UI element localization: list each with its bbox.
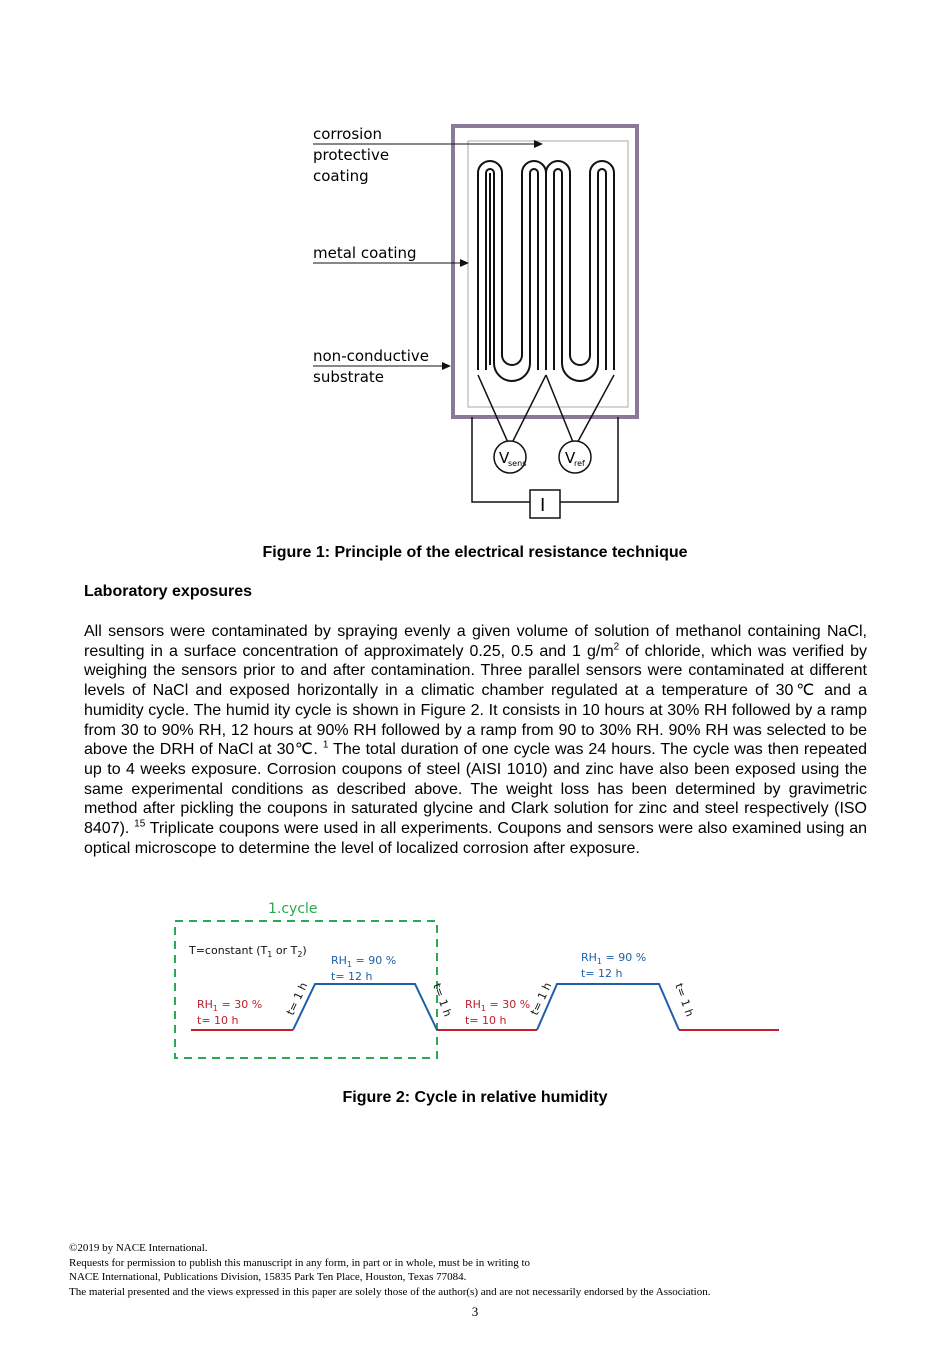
footer-address: NACE International, Publications Division, 15835 Park Ten Place, Houston, Texas 77084. [69,1271,467,1283]
vsens-v: V [499,449,510,467]
vsens-sub: sens [508,459,527,468]
footer-copyright: ©2019 by NACE International. [69,1242,208,1254]
footer [69,1241,889,1299]
high-rh-pre-1: RH [331,954,347,967]
coating-frame [468,141,628,407]
low-rh-label-2 [465,998,530,1013]
high-rh-post-2: = 90 % [602,951,647,964]
high-time-label-1: t= 12 h [331,970,373,983]
high-rh-label-2 [581,951,646,966]
ramp-down-label-1: t= 1 h [430,981,455,1019]
section-heading: Laboratory exposures [84,583,253,600]
temp-post: ) [302,944,307,957]
temp-pre: T=constant (T [189,944,268,957]
temp-sub-1: 1 [267,950,273,959]
substrate-label-1: non-conductive [313,347,429,365]
page-number: 3 [471,1304,479,1319]
vref-sub: ref [574,459,585,468]
temp-mid: or T [272,944,298,957]
paragraph-part-4: Triplicate coupons were used in all experiments. Coupons and sensors were also examined using an optical microscope to determine the level of localized corrosion after exposure. [84,820,868,857]
figure-1-caption: Figure 1: Principle of the electrical resistance technique [262,544,688,561]
high-time-label-2: t= 12 h [581,967,623,980]
current-label: I [540,495,546,516]
paragraph-part-1: All sensors were contaminated by spraying evenly a given volume of solution of methanol containing NaCl, resulting in a surface concentration of approximately 0.25, 0.5 and 1 g/m [84,623,867,660]
coating-label-3: coating [313,167,369,185]
low-time-label-1: t= 10 h [197,1014,239,1027]
paragraph-part-2: of chloride, which was verified by weighing the sensors prior to and after contamination. Three parallel sensors were contaminated at different levels of NaCl and exposed horizontally in a climatic chamber regulated at a temperature of 30℃ and a humidity cycle. The humid ity cycle is shown in Figure 2. It consists in 10 hours at 30% RH followed by a ramp from 30 to 90% RH, 12 hours at 90% RH followed by a ramp from 90 to 30% RH. 90% RH was selected to be above the DRH of NaCl at 30℃. [84,642,868,759]
temp-sub-2: 2 [297,950,303,959]
high-rh-post-1: = 90 % [352,954,397,967]
ramp-high-line-1 [293,984,437,1030]
figure-1-diagram [300,115,660,530]
metal-label: metal coating [313,244,417,262]
ramp-up-label-2: t= 1 h [527,980,555,1018]
figure-2-diagram [165,895,790,1070]
low-rh-pre-1: RH [197,998,213,1011]
high-rh-label-1 [331,954,396,969]
high-rh-pre-2: RH [581,951,597,964]
high-rh-sub-2: 1 [596,957,603,966]
footer-disclaimer: The material presented and the views expressed in this paper are solely those of the author(s) and are not necessarily endorsed by the Association. [69,1285,711,1298]
ramp-down-label-2: t= 1 h [672,981,697,1019]
citation-15: 15 [134,818,146,830]
substrate-arrowhead [442,362,451,370]
temperature-label [188,944,307,959]
low-rh-label-1 [197,998,262,1013]
wiring [472,375,618,502]
coating-label-1: corrosion [313,125,383,143]
low-rh-sub-1: 1 [212,1004,219,1013]
low-rh-pre-2: RH [465,998,481,1011]
paragraph-part-3: The total duration of one cycle was 24 hours. The cycle was then repeated up to 4 weeks exposure. Corrosion coupons of steel (AISI 1010) and zinc have also been exposed using the same experimental conditions as described above. The weight loss has been determined by gravimetric method after pickling the coupons in saturated glycine and Clark solution for zinc and steel respectively (ISO 8407). [84,741,868,838]
figure-2-caption: Figure 2: Cycle in relative humidity [342,1089,608,1106]
vref-v: V [565,449,576,467]
coating-label-2: protective [313,146,390,164]
body-paragraph [84,622,867,858]
serpentine-track [478,161,614,381]
low-rh-sub-2: 1 [480,1004,487,1013]
superscript-2: 2 [613,641,620,653]
low-rh-post-1: = 30 % [218,998,263,1011]
high-rh-sub-1: 1 [346,960,353,969]
substrate-label-2: substrate [313,368,385,386]
ramp-high-line-2 [537,984,679,1030]
low-rh-post-2: = 30 % [486,998,531,1011]
cycle-label: 1.cycle [268,901,318,917]
ramp-up-label-1: t= 1 h [283,980,311,1018]
low-time-label-2: t= 10 h [465,1014,507,1027]
footer-permission: Requests for permission to publish this manuscript in any form, in part or in whole, must be in writing to [69,1256,531,1269]
citation-1: 1 [322,739,329,751]
